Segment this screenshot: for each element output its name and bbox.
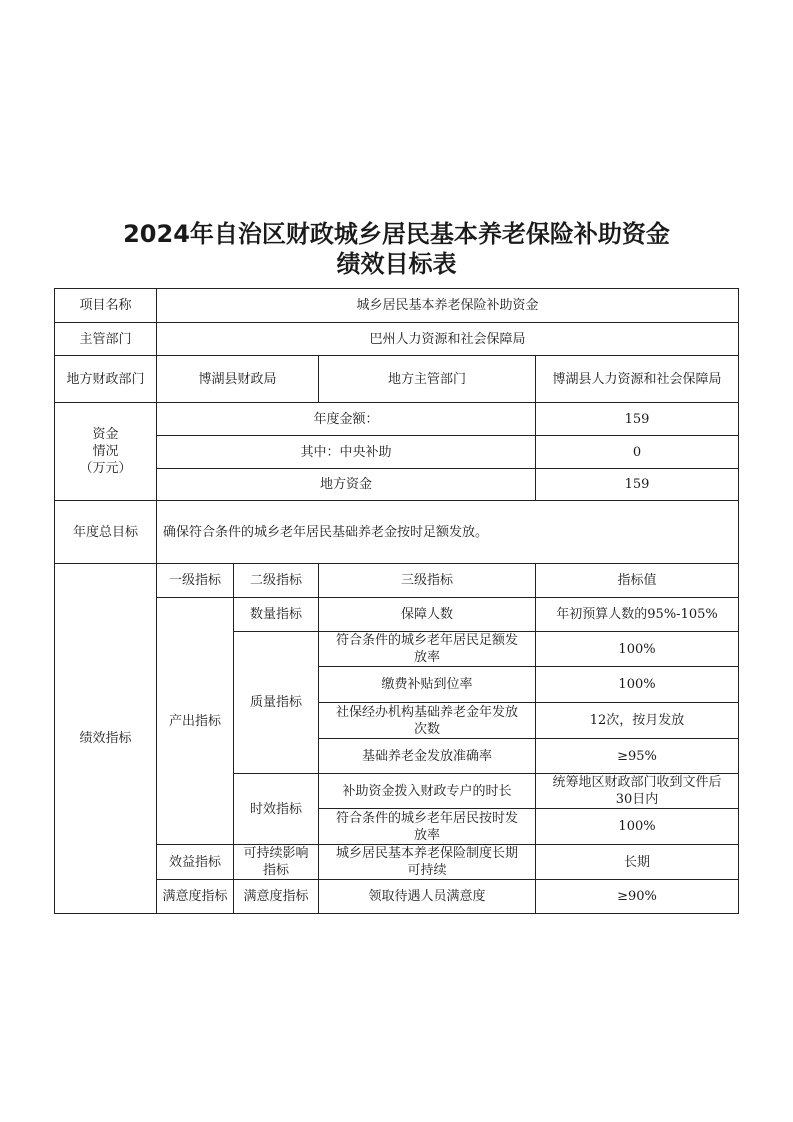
local-dept-value: 博湖县人力资源和社会保障局: [536, 356, 739, 403]
project-name-label: 项目名称: [55, 289, 157, 323]
indicator-value: ≥95%: [536, 739, 739, 774]
local-funds-label: 地方资金: [157, 469, 536, 501]
table-row: [55, 356, 739, 403]
goal-label: 年度总目标: [55, 501, 157, 564]
header-level3: 三级指标: [319, 564, 536, 598]
table-row: [55, 289, 739, 323]
local-dept-label: 地方主管部门: [319, 356, 536, 403]
indicator-name: 补助资金拨入财政专户的时长: [319, 774, 536, 809]
indicator-value: 年初预算人数的95%-105%: [536, 598, 739, 632]
page-title-line-1: 2024年自治区财政城乡居民基本养老保险补助资金: [123, 220, 670, 248]
dept-value: 巴州人力资源和社会保障局: [157, 323, 739, 356]
quality-label: 质量指标: [234, 632, 319, 774]
table-row: [55, 436, 739, 469]
indicator-name: 社保经办机构基础养老金年发放 次数: [319, 703, 536, 739]
perf-label: 绩效指标: [55, 564, 157, 914]
benefit-label: 效益指标: [157, 845, 234, 880]
indicator-value: 12次，按月发放: [536, 703, 739, 739]
project-name-value: 城乡居民基本养老保险补助资金: [157, 289, 739, 323]
annual-amount-value: 159: [536, 403, 739, 436]
indicator-value: 100%: [536, 667, 739, 703]
central-value: 0: [536, 436, 739, 469]
table-row: [55, 564, 739, 598]
funds-label: 资金 情况 （万元）: [55, 403, 157, 501]
table-row: [55, 501, 739, 564]
central-label: 其中：中央补助: [157, 436, 536, 469]
indicator-name: 符合条件的城乡老年居民足额发 放率: [319, 632, 536, 667]
indicator-value: 长期: [536, 845, 739, 880]
indicator-value: 统筹地区财政部门收到文件后 30日内: [536, 774, 739, 809]
dept-label: 主管部门: [55, 323, 157, 356]
indicator-value: 100%: [536, 809, 739, 845]
indicator-name: 基础养老金发放准确率: [319, 739, 536, 774]
local-funds-value: 159: [536, 469, 739, 501]
indicator-name: 保障人数: [319, 598, 536, 632]
indicator-value: 100%: [536, 632, 739, 667]
header-level2: 二级指标: [234, 564, 319, 598]
goal-value: 确保符合条件的城乡老年居民基础养老金按时足额发放。: [157, 501, 739, 564]
satisfaction-level2-label: 满意度指标: [234, 880, 319, 914]
sustain-label: 可持续影响 指标: [234, 845, 319, 880]
header-value: 指标值: [536, 564, 739, 598]
indicator-name: 缴费补贴到位率: [319, 667, 536, 703]
quantity-label: 数量指标: [234, 598, 319, 632]
local-finance-value: 博湖县财政局: [157, 356, 319, 403]
annual-amount-label: 年度金额：: [157, 403, 536, 436]
indicator-name: 城乡居民基本养老保险制度长期 可持续: [319, 845, 536, 880]
performance-target-table: [54, 288, 739, 914]
table-row: [55, 845, 739, 880]
table-row: [55, 469, 739, 501]
indicator-name: 符合条件的城乡老年居民按时发 放率: [319, 809, 536, 845]
header-level1: 一级指标: [157, 564, 234, 598]
timeliness-label: 时效指标: [234, 774, 319, 845]
indicator-value: ≥90%: [536, 880, 739, 914]
indicator-name: 领取待遇人员满意度: [319, 880, 536, 914]
page-title-line-2: 绩效目标表: [336, 250, 457, 278]
table-row: [55, 880, 739, 914]
table-row: [55, 323, 739, 356]
local-finance-label: 地方财政部门: [55, 356, 157, 403]
table-row: [55, 598, 739, 632]
satisfaction-level1-label: 满意度指标: [157, 880, 234, 914]
output-label: 产出指标: [157, 598, 234, 845]
table-row: [55, 403, 739, 436]
